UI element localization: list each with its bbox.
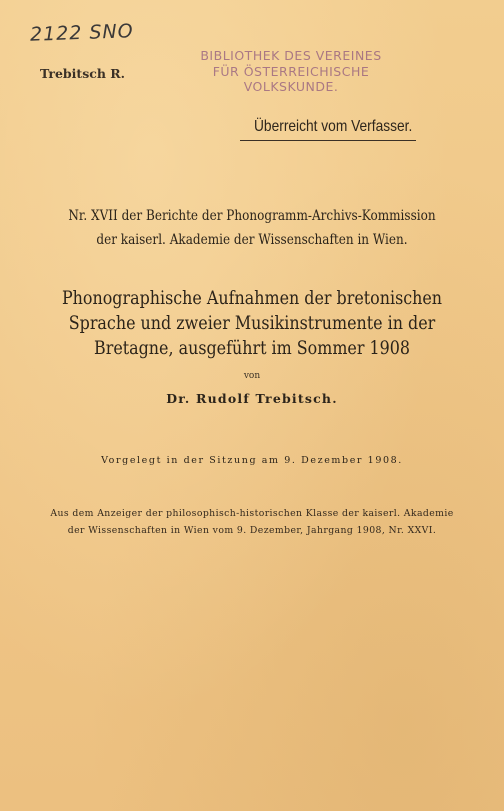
- series-line-1: Nr. XVII der Berichte der Phonogramm-Archivs-Kommission: [68, 208, 436, 224]
- title-line-2: Sprache und zweier Musikinstrumente in der: [68, 313, 436, 334]
- by-word: von: [243, 371, 261, 381]
- author-tag: Trebitsch R.: [40, 66, 126, 81]
- series-heading: [35, 204, 468, 252]
- library-stamp: [166, 48, 416, 94]
- presented-by-underline: [240, 140, 416, 141]
- presented-by-note: Überreicht vom Verfasser.: [254, 118, 413, 135]
- document-title: [35, 286, 468, 361]
- title-line-3: Bretagne, ausgeführt im Sommer 1908: [94, 338, 410, 359]
- stamp-line-2: FÜR ÖSTERREICHISCHE VOLKSKUNDE.: [212, 64, 370, 94]
- stamp-line-1: BIBLIOTHEK DES VEREINES: [200, 48, 382, 63]
- session-note: Vorgelegt in der Sitzung am 9. Dezember 1908.: [101, 455, 403, 466]
- source-line-1: Aus dem Anzeiger der philosophisch-historischen Klasse der kaiserl. Akademie: [50, 508, 454, 519]
- series-line-2: der kaiserl. Akademie der Wissenschaften in Wien.: [96, 232, 408, 248]
- handwritten-catalog-mark: 2122 SNO: [29, 20, 134, 46]
- source-line-2: der Wissenschaften in Wien vom 9. Dezember, Jahrgang 1908, Nr. XXVI.: [67, 525, 437, 536]
- author-name: Dr. Rudolf Trebitsch.: [166, 391, 338, 406]
- title-line-1: Phonographische Aufnahmen der bretonischen: [61, 288, 443, 309]
- source-note: [0, 505, 504, 539]
